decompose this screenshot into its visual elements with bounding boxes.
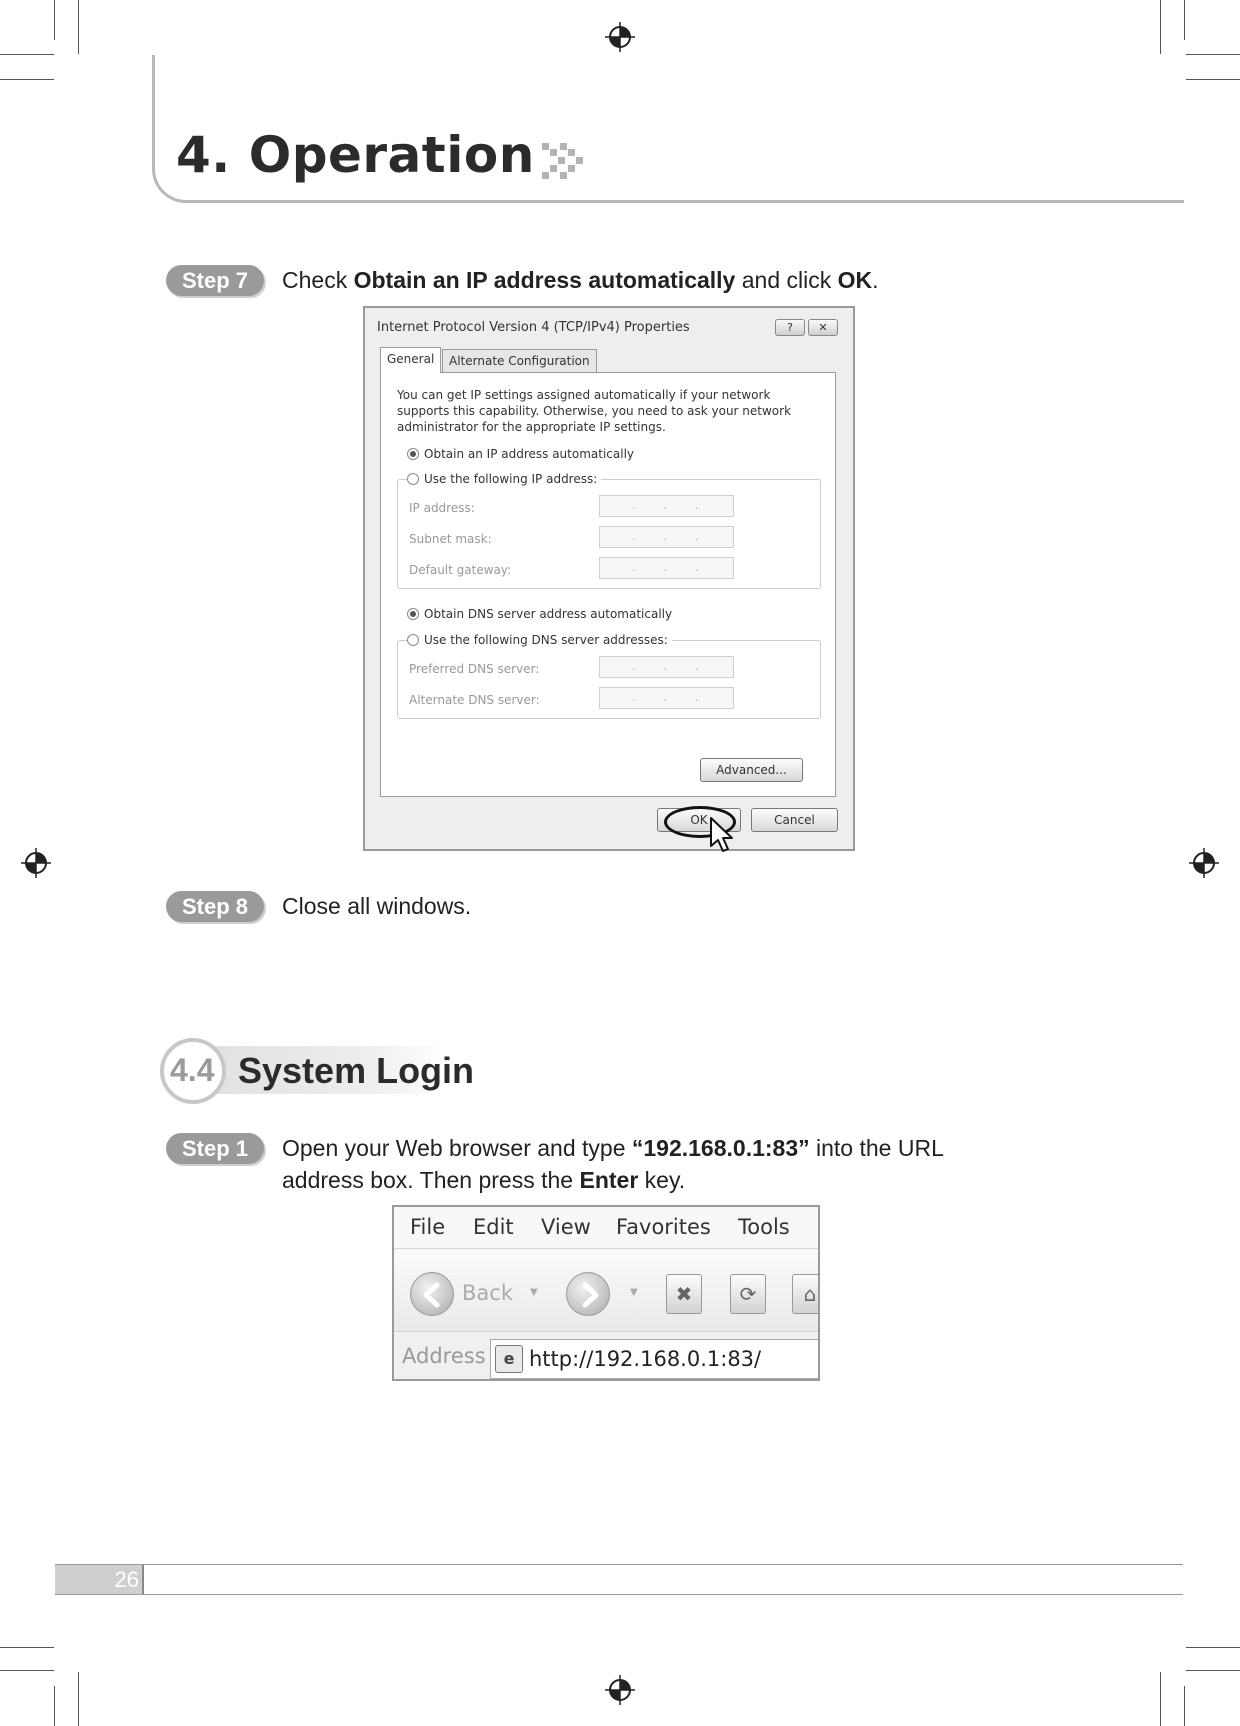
- use-dns-radio[interactable]: [407, 633, 672, 647]
- obtain-dns-radio[interactable]: [407, 607, 672, 621]
- menu-edit[interactable]: Edit: [473, 1215, 514, 1239]
- crop-mark: [1160, 1672, 1161, 1726]
- default-gateway-input[interactable]: ...: [599, 557, 734, 579]
- crop-mark: [1186, 79, 1240, 80]
- menu-file[interactable]: File: [410, 1215, 446, 1239]
- crop-mark: [54, 0, 55, 40]
- use-ip-radio[interactable]: [407, 472, 601, 486]
- subnet-mask-input[interactable]: ...: [599, 526, 734, 548]
- obtain-dns-label: Obtain DNS server address automatically: [424, 607, 673, 621]
- footer-rule: [55, 1594, 1183, 1595]
- step-8-badge: Step 8: [166, 891, 264, 922]
- menu-favorites[interactable]: Favorites: [616, 1215, 711, 1239]
- use-dns-label: Use the following DNS server addresses:: [424, 633, 668, 647]
- crop-mark: [0, 79, 54, 80]
- registration-mark-icon: [1189, 848, 1219, 878]
- crop-mark: [1160, 0, 1161, 54]
- crop-mark: [1186, 54, 1240, 55]
- ok-button[interactable]: OK: [657, 808, 741, 832]
- chapter-title: 4. Operation: [176, 126, 535, 184]
- obtain-ip-radio[interactable]: [407, 447, 634, 461]
- page-number: 26: [114, 1567, 139, 1592]
- browser-menu-bar: [394, 1207, 818, 1249]
- forward-arrow-glyph-icon: [567, 1273, 611, 1317]
- ip-address-input[interactable]: ...: [599, 495, 734, 517]
- back-arrow-icon[interactable]: [410, 1272, 454, 1316]
- crop-mark: [1184, 1686, 1185, 1726]
- address-bar-row: [394, 1333, 818, 1381]
- forward-dropdown-icon[interactable]: ▼: [630, 1287, 638, 1298]
- url-text[interactable]: http://192.168.0.1:83/: [529, 1347, 762, 1371]
- crop-mark: [78, 0, 79, 54]
- crop-mark: [78, 1672, 79, 1726]
- step-1-instruction-line-1: Open your Web browser and type “192.168.0.1:83” into the URL: [282, 1135, 944, 1161]
- url-address-input[interactable]: [490, 1339, 820, 1379]
- crop-mark: [54, 1686, 55, 1726]
- back-arrow-glyph-icon: [411, 1273, 455, 1317]
- tcpip-properties-dialog: [363, 306, 855, 851]
- menu-tools[interactable]: Tools: [738, 1215, 790, 1239]
- radio-checked-icon[interactable]: [407, 448, 419, 460]
- browser-toolbar: [394, 1250, 818, 1332]
- crop-mark: [1186, 1670, 1240, 1671]
- refresh-icon[interactable]: ⟳: [730, 1274, 766, 1314]
- crop-mark: [0, 1647, 54, 1648]
- registration-mark-icon: [605, 22, 635, 52]
- preferred-dns-input[interactable]: ...: [599, 656, 734, 678]
- crop-mark: [0, 1670, 54, 1671]
- cancel-button[interactable]: Cancel: [751, 808, 838, 832]
- browser-window: [392, 1205, 820, 1381]
- step-7-badge: Step 7: [166, 265, 264, 296]
- registration-mark-icon: [21, 848, 51, 878]
- radio-checked-icon[interactable]: [407, 608, 419, 620]
- home-icon[interactable]: ⌂: [792, 1274, 820, 1314]
- mouse-pointer-icon: [709, 816, 735, 854]
- back-label[interactable]: Back: [462, 1281, 513, 1305]
- forward-arrow-icon[interactable]: [566, 1272, 610, 1316]
- step-8-instruction: Close all windows.: [282, 893, 472, 919]
- section-number: 4.4: [170, 1052, 215, 1088]
- tab-alternate-configuration[interactable]: Alternate Configuration: [442, 349, 597, 373]
- close-button[interactable]: ✕: [808, 319, 838, 336]
- default-gateway-label: Default gateway:: [409, 563, 512, 577]
- step-7-instruction: Check Obtain an IP address automatically and click OK.: [282, 267, 879, 293]
- obtain-ip-label: Obtain an IP address automatically: [424, 447, 635, 461]
- double-chevron-icon: [542, 143, 586, 179]
- step-1-instruction-line-2: address box. Then press the Enter key.: [282, 1167, 686, 1193]
- crop-mark: [1184, 0, 1185, 40]
- registration-mark-icon: [605, 1675, 635, 1705]
- back-dropdown-icon[interactable]: ▼: [530, 1287, 538, 1298]
- general-tab-panel: [380, 372, 836, 797]
- menu-view[interactable]: View: [541, 1215, 591, 1239]
- use-ip-label: Use the following IP address:: [424, 472, 598, 486]
- alternate-dns-label: Alternate DNS server:: [409, 693, 540, 707]
- alternate-dns-input[interactable]: ...: [599, 687, 734, 709]
- advanced-button[interactable]: Advanced...: [700, 758, 803, 782]
- section-title: System Login: [238, 1050, 475, 1091]
- intro-text: You can get IP settings assigned automatically if your network supports this capability. Otherwise, you need to ask your network administrator for the appropriate IP settings.: [397, 388, 792, 434]
- footer-rule: [55, 1564, 1183, 1565]
- help-button[interactable]: ?: [775, 319, 805, 336]
- tab-general[interactable]: General: [380, 347, 441, 373]
- dialog-title: Internet Protocol Version 4 (TCP/IPv4) Properties: [377, 320, 690, 335]
- ip-address-label: IP address:: [409, 501, 475, 515]
- subnet-mask-label: Subnet mask:: [409, 532, 492, 546]
- crop-mark: [0, 54, 54, 55]
- preferred-dns-label: Preferred DNS server:: [409, 662, 540, 676]
- crop-mark: [1186, 1647, 1240, 1648]
- stop-icon[interactable]: ✖: [666, 1274, 702, 1314]
- address-label: Address: [402, 1344, 486, 1368]
- page-icon: e: [495, 1345, 523, 1373]
- step-1-badge: Step 1: [166, 1133, 264, 1164]
- radio-unchecked-icon[interactable]: [407, 473, 419, 485]
- radio-unchecked-icon[interactable]: [407, 634, 419, 646]
